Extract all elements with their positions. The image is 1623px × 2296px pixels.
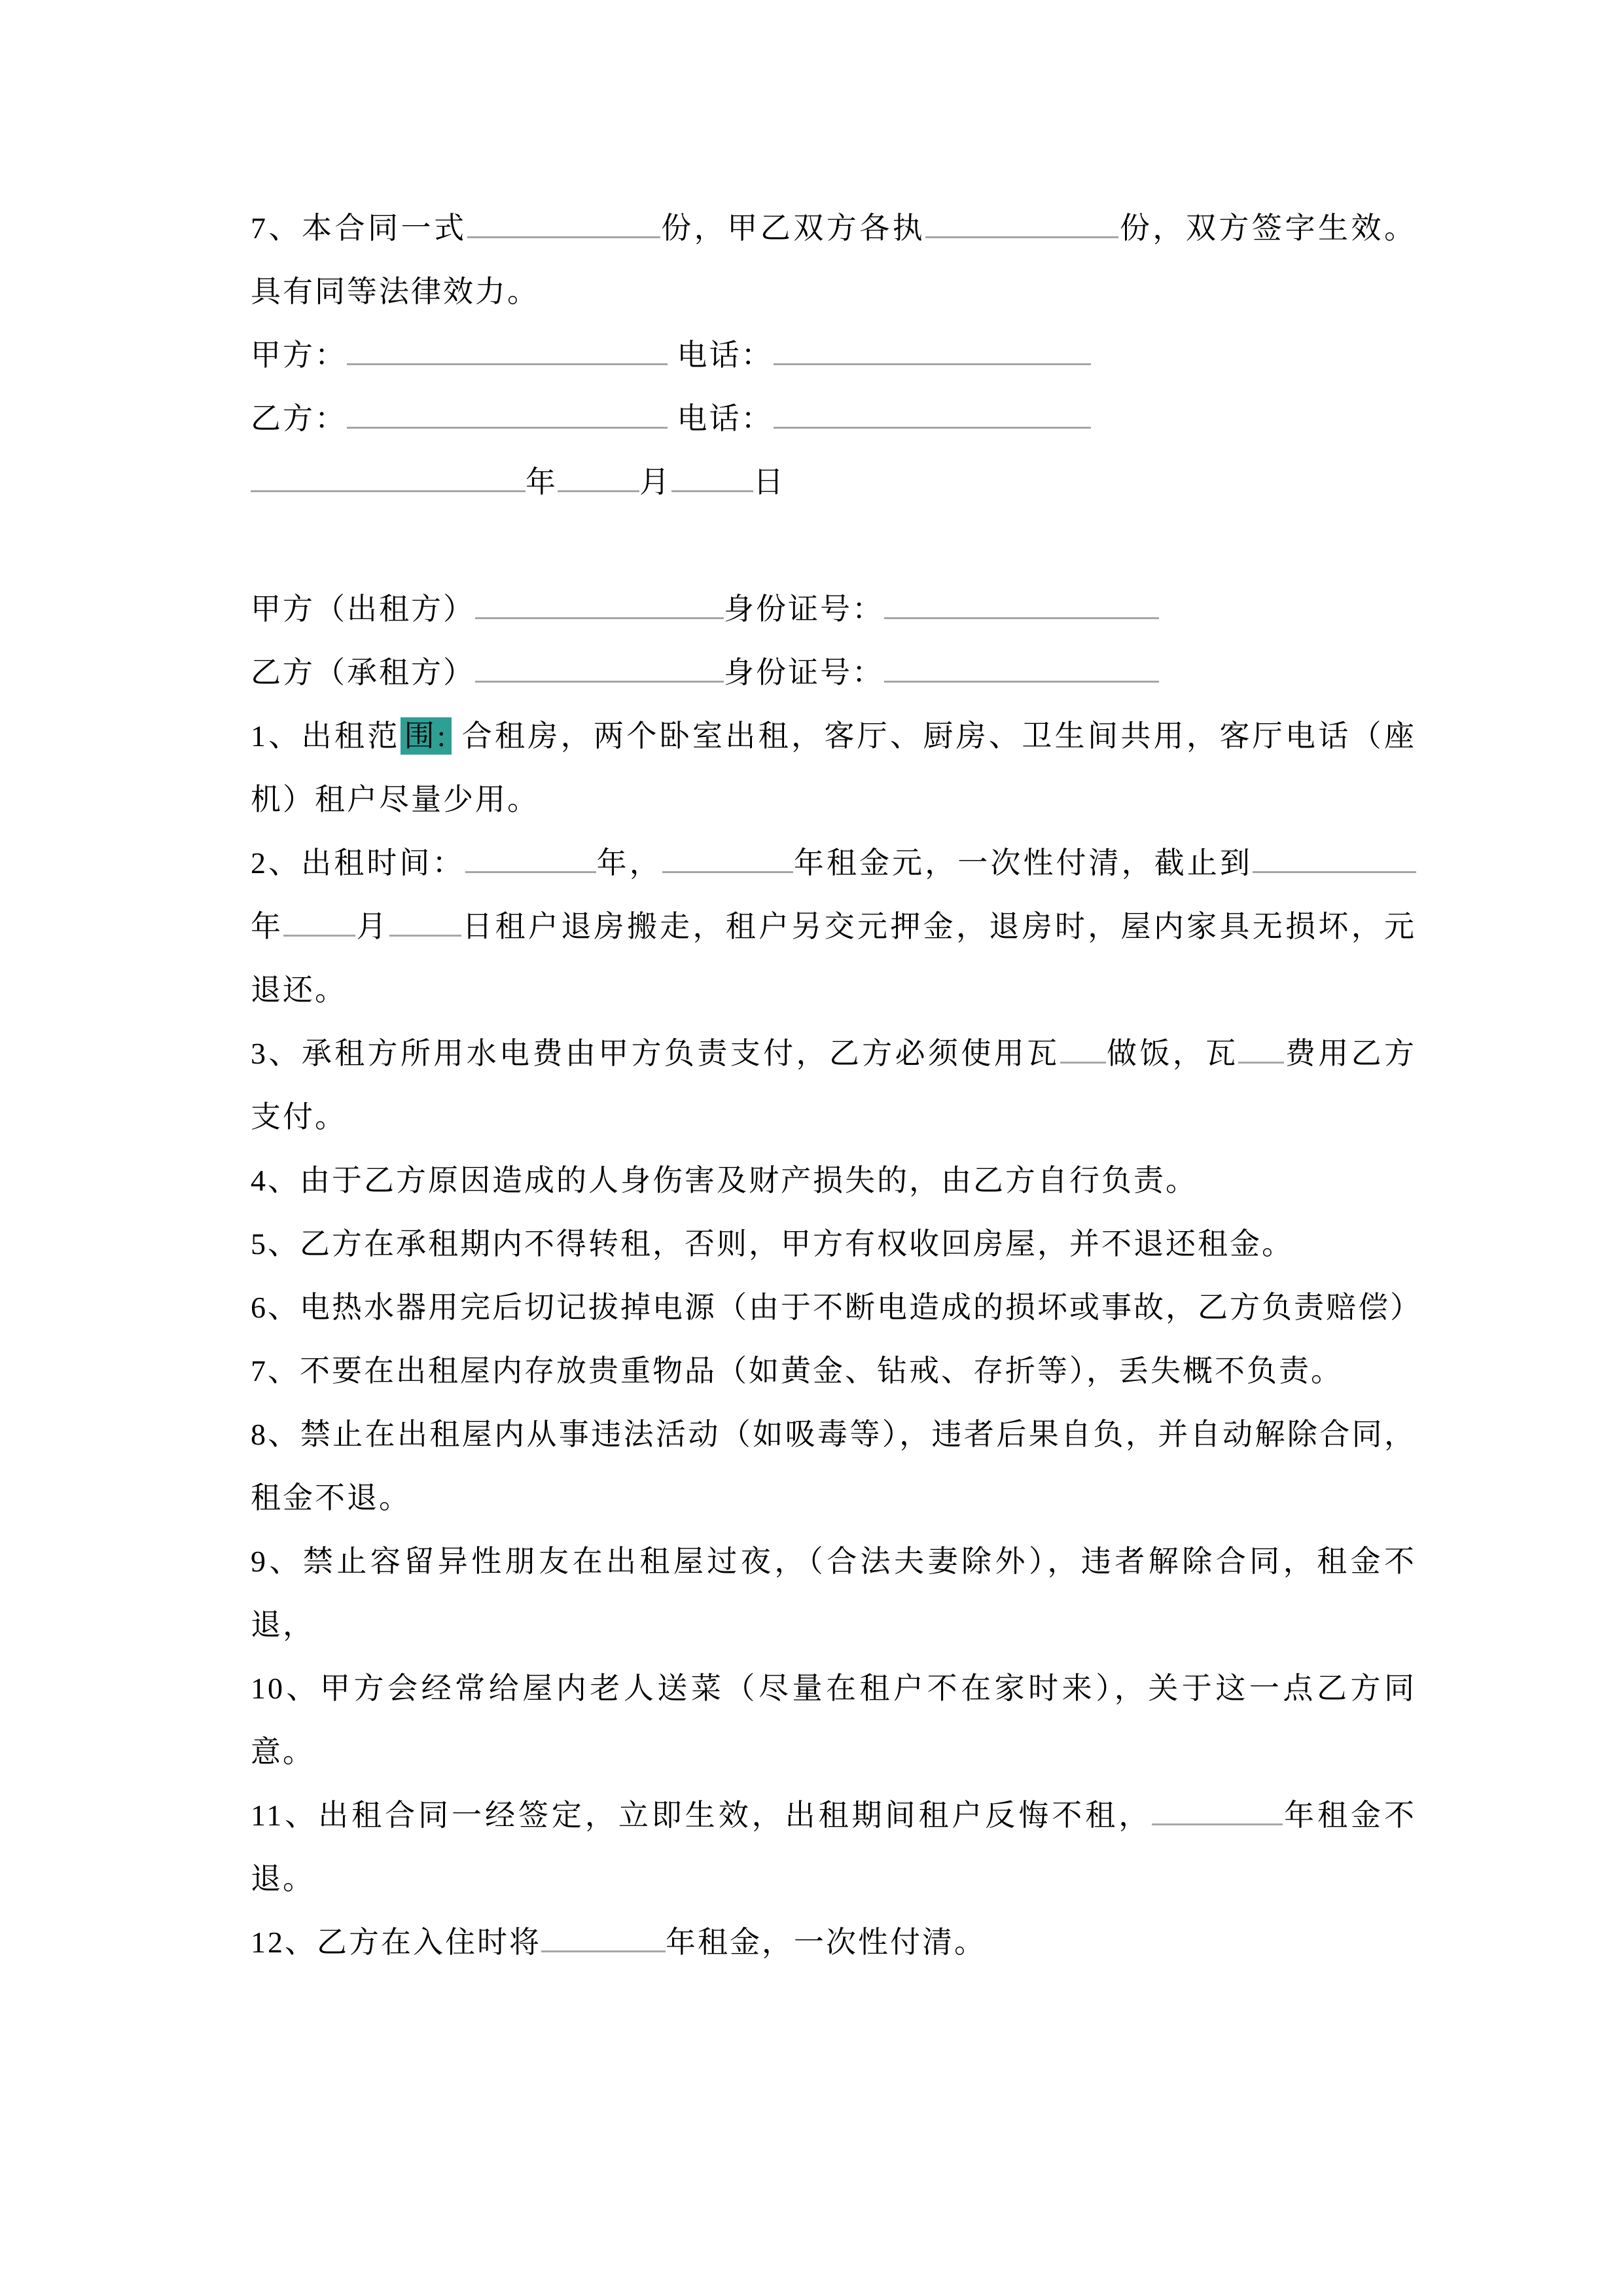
text-run: 月	[355, 910, 389, 943]
blank-underline-field	[1060, 1035, 1106, 1064]
paragraph	[251, 1403, 1416, 1530]
text-run: 年租金元，一次性付清，截止到	[793, 846, 1253, 880]
text-run: 份，甲乙双方各执	[660, 211, 926, 245]
text-run: 3、承租方所用水电费由甲方负责支付，乙方必须使用瓦	[251, 1037, 1060, 1070]
text-run: 1、出租范	[251, 719, 401, 753]
text-run: 月	[639, 465, 671, 499]
text-run: 7、不要在出租屋内存放贵重物品（如黄金、钻戒、存折等），丢失概不负责。	[251, 1354, 1343, 1388]
blank-underline-field	[475, 591, 724, 619]
paragraph	[251, 1910, 1416, 1974]
text-run: 身份证号：	[724, 592, 884, 626]
text-run: 日租户退房搬走，租户另交元押金，退房时，屋内家具无损坏，元退还。	[251, 910, 1416, 1007]
blank-underline-field	[671, 464, 753, 492]
paragraph	[251, 577, 1416, 641]
blank-underline-field	[251, 464, 526, 492]
paragraph	[251, 1530, 1416, 1657]
paragraph	[251, 1149, 1416, 1212]
text-run: 5、乙方在承租期内不得转租，否则，甲方有权收回房屋，并不退还租金。	[251, 1227, 1294, 1261]
text-run: 年	[526, 465, 558, 499]
text-run: 8、禁止在出租屋内从事违法活动（如吸毒等），违者后果自负，并自动解除合同，租金不退。	[251, 1418, 1416, 1515]
text-run: 日	[753, 465, 785, 499]
text-run: 年，	[596, 846, 662, 880]
document-body	[251, 196, 1422, 1974]
paragraph	[251, 641, 1416, 704]
blank-underline-field	[465, 845, 596, 873]
text-run: 费用乙方支付。	[251, 1037, 1417, 1134]
paragraph	[251, 1022, 1416, 1149]
text-run: 10、甲方会经常给屋内老人送菜（尽量在租户不在家时来），关于这一点乙方同意。	[251, 1672, 1416, 1768]
text-run: 年租金，一次性付清。	[666, 1926, 986, 1959]
text-run: 12、乙方在入住时将	[251, 1926, 541, 1959]
text-run: 做饭，瓦	[1105, 1037, 1239, 1070]
blank-underline-field	[884, 591, 1159, 619]
text-run: 4、由于乙方原因造成的人身伤害及财产损失的，由乙方自行负责。	[251, 1164, 1198, 1197]
text-run: 份，双方签字生效。具有同等法律效力。	[251, 211, 1417, 308]
paragraph	[251, 831, 1416, 1022]
text-run: 7、本合同一式	[251, 211, 467, 245]
blank-underline-field	[347, 337, 668, 365]
text-run: 2、出租时间：	[251, 846, 465, 880]
text-run: 身份证号：	[724, 656, 884, 689]
text-run: 甲方（出租方）	[251, 592, 475, 626]
blank-underline-field	[662, 845, 793, 873]
blank-underline-field	[347, 401, 668, 429]
blank-underline-field	[475, 655, 724, 683]
blank-underline-field	[283, 908, 355, 937]
text-run: 年租金不退。	[251, 1799, 1417, 1895]
text-run: 年	[251, 910, 284, 943]
blank-underline-field	[774, 337, 1091, 365]
paragraph	[251, 323, 1416, 387]
highlighted-text: 围:	[401, 717, 452, 755]
text-run: 电话：	[668, 338, 774, 372]
blank-underline-field	[774, 401, 1091, 429]
text-run: 甲方：	[251, 338, 347, 372]
blank-underline-field	[1238, 1035, 1284, 1064]
paragraph	[251, 450, 1416, 514]
blank-underline-field	[1152, 1797, 1283, 1825]
text-run: 11、出租合同一经签定，立即生效，出租期间租户反悔不租，	[251, 1799, 1152, 1832]
text-run: 电话：	[668, 402, 774, 435]
blank-underline-field	[925, 210, 1118, 238]
paragraph	[251, 1784, 1416, 1910]
paragraph-spacer	[251, 514, 1416, 577]
paragraph	[251, 1212, 1416, 1276]
paragraph	[251, 1339, 1416, 1403]
blank-underline-field	[467, 210, 660, 238]
blank-underline-field	[389, 908, 461, 937]
blank-underline-field	[884, 655, 1159, 683]
paragraph	[251, 1657, 1416, 1784]
paragraph	[251, 387, 1416, 450]
text-run: 6、电热水器用完后切记拔掉电源（由于不断电造成的损坏或事故，乙方负责赔偿）	[251, 1291, 1422, 1324]
blank-underline-field	[541, 1924, 666, 1952]
blank-underline-field	[1253, 845, 1416, 873]
text-run: 合租房，两个卧室出租，客厅、厨房、卫生间共用，客厅电话（座机）租户尽量少用。	[251, 719, 1417, 816]
blank-underline-field	[558, 464, 639, 492]
text-run: 乙方（承租方）	[251, 656, 475, 689]
text-run: 9、禁止容留异性朋友在出租屋过夜，（合法夫妻除外），违者解除合同，租金不退，	[251, 1545, 1416, 1641]
text-run: 乙方：	[251, 402, 347, 435]
paragraph	[251, 704, 1416, 831]
paragraph	[251, 1276, 1422, 1339]
paragraph	[251, 196, 1416, 323]
